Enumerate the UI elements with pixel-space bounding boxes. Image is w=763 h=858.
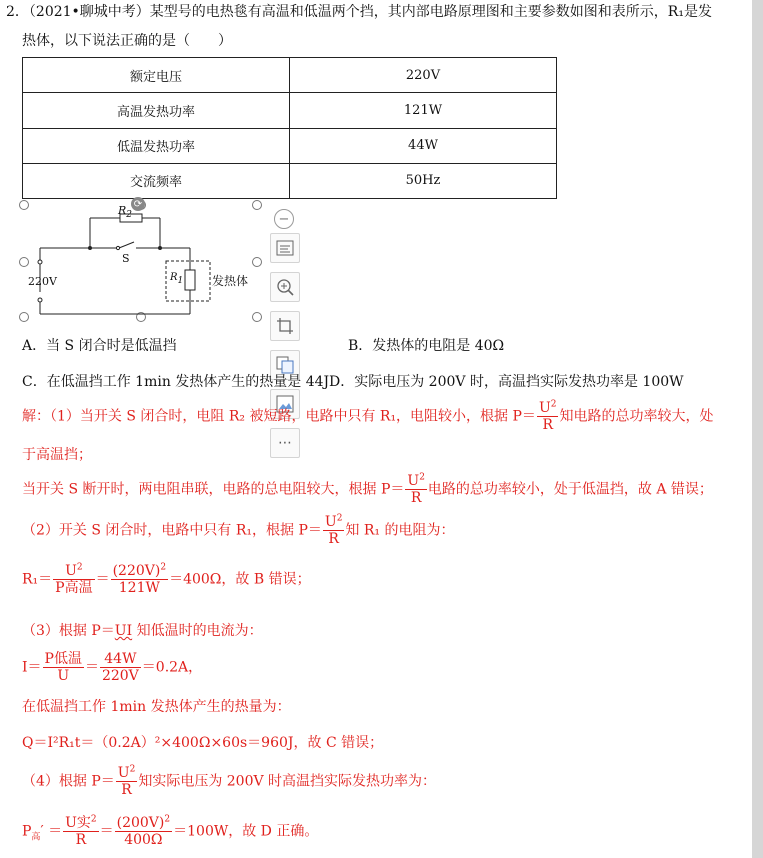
label-heater: 发热体: [212, 274, 249, 288]
table-cell-value: 50Hz: [290, 163, 557, 198]
summary-icon: [276, 240, 294, 256]
formula-fraction: $\frac{U^2}{R}$: [117, 764, 136, 798]
solution-line-11: $P_高'$ ＝ $\frac{U实^2}{R}$ ＝ $\frac{(200V)^2}{400\Omega}$ ＝100W，故 D 正确。: [22, 814, 319, 848]
formula-fraction: $\frac{U^2}{\text{P高温}}$: [55, 562, 93, 596]
option-d: D．实际电压为 200V 时，高温挡实际发热功率是 100W: [329, 374, 684, 390]
summary-button[interactable]: [270, 233, 300, 263]
table-row: [23, 128, 557, 163]
solution-line-1: 解：（1）当开关 S 闭合时，电阻 R₂ 被短路，电路中只有 R₁，电阻较小，根据 P＝ $\frac{U^2}{R}$ 知电路的总功率较大，处: [22, 399, 714, 433]
formula-fraction: $\frac{U^2}{R}$: [538, 399, 557, 433]
solution-line-2: 于高温挡；: [22, 447, 92, 463]
formula-fraction: $\frac{(200V)^2}{400\Omega}$: [116, 814, 171, 848]
crop-button[interactable]: [270, 311, 300, 341]
table-cell-value: 220V: [290, 58, 557, 93]
table-cell-value: 121W: [290, 93, 557, 128]
solution-line-3: 当开关 S 断开时，两电阻串联，电路的总电阻较大，根据 P＝ $\frac{U^2}{R}$ 电路的总功率较小，处于低温挡，故 A 错误；: [22, 472, 713, 506]
label-r1: $R_1$: [170, 272, 184, 286]
question-stem-line1: 2．（2021•聊城中考）某型号的电热毯有高温和低温两个挡，其内部电路原理图和主要参数如图和表所示，R₁是发: [6, 4, 712, 20]
solution-line-5: R₁＝ $\frac{U^2}{\text{P高温}}$ ＝ $\frac{(220V)^2}{121W}$ ＝400Ω，故 B 错误；: [22, 562, 311, 596]
label-voltage: 220V: [28, 275, 57, 288]
rotate-handle-icon[interactable]: ⟳: [131, 197, 145, 211]
formula-fraction: $\frac{U实^2}{R}$: [65, 814, 97, 848]
circuit-diagram: [22, 204, 262, 319]
formula-fraction: $\frac{\text{P低温}}{U}$: [44, 651, 82, 684]
more-options-icon[interactable]: ⋯: [270, 428, 300, 458]
option-a: A．当 S 闭合时是低温挡: [22, 338, 177, 354]
parameter-table: [22, 57, 557, 199]
table-cell-label: 低温发热功率: [23, 128, 290, 163]
table-cell-label: 高温发热功率: [23, 93, 290, 128]
question-stem-line2: 热体，以下说法正确的是（ ）: [22, 33, 232, 49]
solution-line-4: （2）开关 S 闭合时，电路中只有 R₁，根据 P＝ $\frac{U^2}{R}$ 知 R₁ 的电阻为：: [22, 513, 455, 547]
formula-fraction: $\frac{(220V)^2}{121W}$: [112, 562, 167, 596]
table-cell-value: 44W: [290, 128, 557, 163]
table-row: [23, 58, 557, 93]
table-cell-label: 交流频率: [23, 163, 290, 198]
formula-fraction: $\frac{U^2}{R}$: [324, 513, 343, 547]
table-row: [23, 163, 557, 198]
solution-line-8: 在低温挡工作 1min 发热体产生的热量为：: [22, 699, 291, 715]
switch-s: [119, 242, 134, 248]
vertical-scrollbar[interactable]: [752, 0, 763, 858]
zoom-in-icon: [276, 278, 294, 296]
solution-line-9: Q＝I²R₁t＝（0.2A）²×400Ω×60s＝960J，故 C 错误；: [22, 735, 384, 751]
resistor-r1: [185, 270, 195, 290]
table-row: [23, 93, 557, 128]
formula-fraction: $\frac{44W}{220V}$: [101, 651, 139, 684]
solution-line-7: I＝ $\frac{\text{P低温}}{U}$ ＝ $\frac{44W}{220V}$ ＝0.2A，: [22, 651, 203, 684]
option-b: B．发热体的电阻是 40Ω: [348, 338, 505, 354]
solution-line-6: （3）根据 P＝UI 知低温时的电流为：: [22, 623, 263, 639]
label-r2: $R_2$: [118, 204, 133, 221]
formula-fraction: $\frac{U^2}{R}$: [407, 472, 425, 506]
option-c: C．在低温挡工作 1min 发热体产生的热量是 44J: [22, 374, 330, 390]
zoom-in-button[interactable]: [270, 272, 300, 302]
crop-icon: [276, 317, 294, 335]
solution-line-10: （4）根据 P＝ $\frac{U^2}{R}$ 知实际电压为 200V 时高温挡实际发热功率为：: [22, 764, 437, 798]
table-cell-label: 额定电压: [23, 58, 290, 93]
collapse-icon[interactable]: −: [274, 209, 294, 229]
label-switch: S: [122, 252, 130, 265]
